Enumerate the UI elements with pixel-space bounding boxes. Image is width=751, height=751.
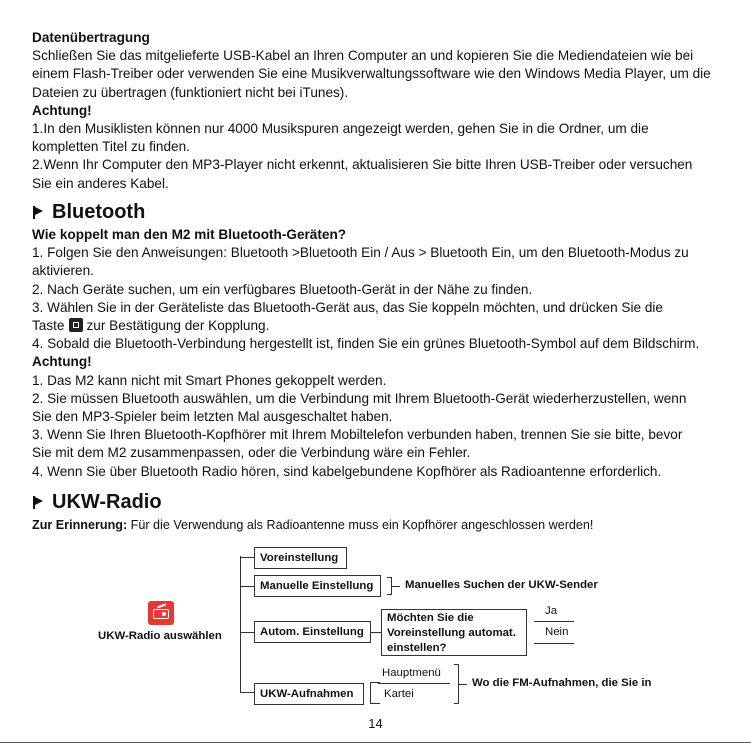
- bluetooth-step-2: 2. Nach Geräte suchen, um ein verfügbares Bluetooth-Gerät in der Nähe zu finden.: [32, 281, 533, 297]
- root-label: UKW-Radio auswählen: [98, 630, 222, 642]
- confirm-key-icon: [69, 318, 83, 332]
- option-kartei: Kartei: [384, 688, 414, 700]
- data-transfer-line-3: Dateien zu übertragen (funktioniert nicht bei iTunes).: [32, 84, 349, 100]
- bluetooth-section: [32, 226, 748, 481]
- taste-post: zur Bestätigung der Kopplung.: [86, 318, 270, 334]
- bottom-divider: [0, 742, 751, 743]
- bluetooth-heading-text: Bluetooth: [52, 201, 146, 223]
- voreinstellung-box: Voreinstellung: [254, 547, 347, 569]
- bluetooth-step-1a: 1. Folgen Sie den Anweisungen: Bluetooth >Bluetooth Ein / Aus > Bluetooth Ein, um den Bluetooth-Modus zu: [32, 245, 689, 261]
- data-transfer-achtung: Achtung!: [32, 102, 92, 118]
- autom-q3: einstellen?: [387, 642, 447, 654]
- ukw-reminder: [32, 518, 593, 532]
- branch-line: [240, 632, 254, 633]
- autom-q1: Möchten Sie die: [387, 612, 474, 624]
- autom-box: Autom. Einstellung: [254, 621, 371, 643]
- sub-trunk: [370, 682, 371, 703]
- page-number: 14: [368, 716, 383, 731]
- data-transfer-note-1a: 1.In den Musiklisten können nur 4000 Musikspuren angezeigt werden, gehen Sie in die Ordner, um die: [32, 121, 649, 137]
- bluetooth-step-3a: 3. Wählen Sie in der Geräteliste das Bluetooth-Gerät aus, das Sie koppeln möchten, und drücken Sie die: [32, 299, 663, 315]
- option-nein: Nein: [545, 626, 569, 638]
- bluetooth-step-1b: aktivieren.: [32, 263, 94, 279]
- aufnahmen-note: Wo die FM-Aufnahmen, die Sie in: [472, 677, 652, 689]
- autom-q2: Voreinstellung automat.: [387, 627, 516, 639]
- bluetooth-heading: [32, 200, 145, 224]
- manuelle-note: Manuelles Suchen der UKW-Sender: [405, 579, 598, 591]
- bluetooth-note-3b: Sie mit dem M2 zusammenpassen, oder die Verbindung wäre ein Fehler.: [32, 445, 471, 461]
- option-ja: Ja: [545, 605, 558, 617]
- data-transfer-note-1b: kompletten Titel zu finden.: [32, 139, 190, 155]
- bluetooth-note-1: 1. Das M2 kann nicht mit Smart Phones gekoppelt werden.: [32, 372, 387, 388]
- autom-connector: [371, 632, 381, 633]
- bluetooth-note-2a: 2. Sie müssen Bluetooth auswählen, um die Verbindung mit Ihrem Bluetooth-Gerät wiederherzustellen, wenn: [32, 390, 687, 406]
- branch-line: [240, 557, 254, 558]
- ukw-heading-text: UKW-Radio: [52, 491, 162, 513]
- autom-question-box: [381, 609, 527, 656]
- option-underline: [534, 643, 574, 644]
- branch-line: [240, 692, 254, 693]
- data-transfer-line-1: Schließen Sie das mitgelieferte USB-Kabel an Ihren Computer an und kopieren Sie die Mediendateien wie bei: [32, 48, 694, 64]
- radio-icon: [148, 601, 174, 625]
- aufnahmen-box: UKW-Aufnahmen: [254, 683, 364, 705]
- reminder-label: Zur Erinnerung:: [32, 518, 128, 532]
- flag-icon: [32, 495, 46, 509]
- flag-icon: [32, 205, 46, 219]
- bluetooth-note-3a: 3. Wenn Sie Ihren Bluetooth-Kopfhörer mit Ihrem Mobiltelefon verbunden haben, trennen Sie sie bitte, bevor: [32, 427, 683, 443]
- data-transfer-section: [32, 29, 748, 193]
- option-underline: [378, 683, 450, 684]
- bluetooth-step-3b: [32, 317, 748, 335]
- data-transfer-title: Datenübertragung: [32, 30, 150, 45]
- bluetooth-question: Wie koppelt man den M2 mit Bluetooth-Geräten?: [32, 227, 347, 242]
- reminder-text: Für die Verwendung als Radioantenne muss ein Kopfhörer angeschlossen werden!: [127, 518, 594, 532]
- manuelle-box: Manuelle Einstellung: [254, 575, 381, 597]
- bluetooth-note-4: 4. Wenn Sie über Bluetooth Radio hören, sind kabelgebundene Kopfhörer als Radioantenne erforderlich.: [32, 463, 662, 479]
- bluetooth-achtung: Achtung!: [32, 354, 92, 370]
- tree-trunk: [240, 556, 241, 693]
- bracket-tick: [392, 586, 400, 587]
- ukw-heading: [32, 490, 162, 514]
- branch-line: [370, 703, 380, 704]
- bluetooth-note-2b: Sie den MP3-Spieler beim letzten Mal ausgeschaltet haben.: [32, 409, 393, 425]
- data-transfer-note-2a: 2.Wenn Ihr Computer den MP3-Player nicht erkennt, aktualisieren Sie bitte Ihren USB-Treiber oder versuchen: [32, 157, 693, 173]
- option-underline: [534, 621, 574, 622]
- taste-label: Taste: [32, 318, 65, 334]
- bracket-tick: [459, 684, 467, 685]
- bluetooth-step-4: 4. Sobald die Bluetooth-Verbindung hergestellt ist, finden Sie ein grünes Bluetooth-Symbol auf dem Bildschirm.: [32, 336, 700, 352]
- branch-line: [240, 586, 254, 587]
- data-transfer-note-2b: Sie ein anderes Kabel.: [32, 175, 169, 191]
- option-hauptmenu: Hauptmenü: [382, 667, 441, 679]
- data-transfer-line-2: einem Flash-Treiber oder verwenden Sie eine Musikverwaltungssoftware wie den Windows Media Player, um die: [32, 66, 711, 82]
